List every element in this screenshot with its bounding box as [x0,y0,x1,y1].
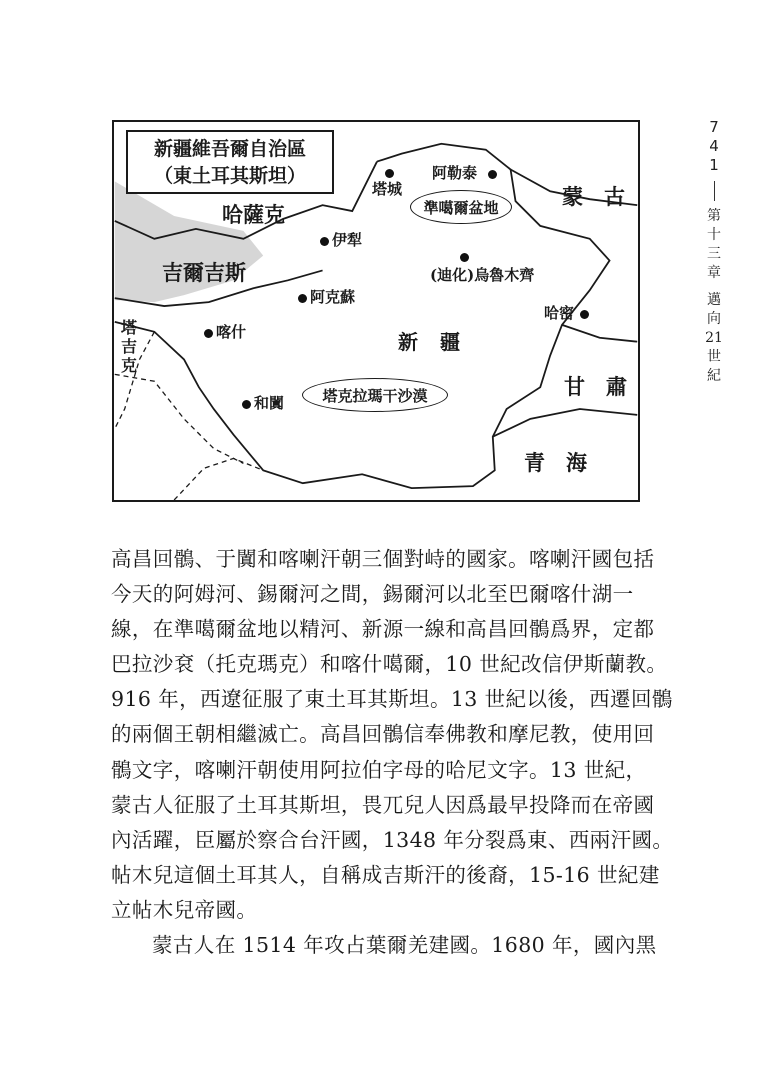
paragraph-2 [111,928,659,963]
chapter-char: 章 [707,265,721,281]
city-dot-tacheng [385,169,394,178]
dashed-border-2 [174,458,263,500]
map-title-line1: 新疆維吾爾自治區 [153,138,306,160]
page-digit: 1 [709,156,719,174]
city-dot-urumqi [460,253,469,262]
paragraph-1 [111,542,674,928]
dashed-border-1 [115,374,244,463]
oval-junggar: 準噶爾盆地 [410,190,512,224]
text-line: 蒙古人征服了土耳其斯坦，畏兀兒人因爲最早投降而在帝國 [111,792,655,817]
city-dot-yili [320,237,329,246]
xinjiang-border [115,144,610,488]
label-hotan: 和闐 [254,394,285,412]
chapter-label [699,207,729,283]
chapter-title-char: 21 [705,330,723,346]
text-line: 帖木兒這個土耳其人，自稱成吉斯汗的後裔，15-16 世紀建 [111,862,660,887]
label-kazakh: 哈薩克 [222,202,285,227]
chapter-title-char: 紀 [707,368,721,384]
map-title-line2: （東土耳其斯坦） [153,165,306,187]
qinghai-border [493,409,637,437]
text-line: 蒙古人在 1514 年攻占葉爾羌建國。1680 年，國內黑 [152,933,657,958]
label-gansu: 甘 肅 [564,374,627,399]
city-dot-hami [580,310,589,319]
label-kyrgyz: 吉爾吉斯 [162,260,246,285]
label-aksu: 阿克蘇 [310,288,356,306]
chapter-title-char: 向 [707,311,721,327]
text-line: 今天的阿姆河、錫爾河之間，錫爾河以北至巴爾喀什湖一 [111,582,634,607]
label-kashgar: 喀什 [216,323,247,341]
city-dot-altay [488,170,497,179]
text-line: 巴拉沙袞（托克瑪克）和喀什噶爾，10 世紀改信伊斯蘭教。 [111,652,668,677]
label-tajik-char: 塔 [120,318,137,337]
text-line: 線，在準噶爾盆地以精河、新源一線和高昌回鶻爲界，定都 [111,617,655,642]
label-urumqi: (迪化)烏魯木齊 [430,266,535,284]
header-divider [714,181,715,201]
label-mongolia: 蒙 古 [562,184,625,209]
map-title-box [126,130,334,194]
chapter-title [699,291,729,386]
text-line: 立帖木兒帝國。 [111,897,258,922]
text-line: 鶻文字，喀喇汗朝使用阿拉伯字母的哈尼文字。13 世紀， [111,757,647,782]
label-tacheng: 塔城 [372,180,403,198]
label-tajik-char: 吉 [120,337,137,356]
text-line: 內活躍，臣屬於察合台汗國，1348 年分裂爲東、西兩汗國。 [111,827,674,852]
page-digit: 4 [709,137,719,155]
chapter-title-char: 邁 [707,292,721,308]
text-line: 高昌回鶻、于闐和喀喇汗朝三個對峙的國家。喀喇汗國包括 [111,547,655,571]
label-yili: 伊犁 [332,231,363,249]
label-hami: 哈密 [544,304,575,322]
oval-taklamakan: 塔克拉瑪干沙漠 [302,378,448,412]
label-altay: 阿勒泰 [432,164,478,182]
body-text [111,542,674,963]
city-dot-hotan [242,400,251,409]
chapter-char: 三 [707,246,721,262]
label-tajik-char: 克 [120,356,137,375]
map-figure [112,120,640,502]
chapter-char: 十 [707,227,721,243]
label-qinghai: 青 海 [524,450,587,475]
text-line: 的兩個王朝相繼滅亡。高昌回鶻信奉佛教和摩尼教，使用回 [111,722,655,747]
page-number [699,118,729,175]
label-tajik [120,318,138,375]
text-line: 916 年，西遼征服了東土耳其斯坦。13 世紀以後，西遷回鶻 [111,687,673,712]
chapter-char: 第 [707,208,721,224]
city-dot-aksu [298,294,307,303]
chapter-title-char: 世 [707,349,721,365]
page-digit: 7 [709,118,719,136]
gansu-border [562,325,637,342]
city-dot-kashgar [204,329,213,338]
label-xinjiang: 新疆 [398,330,482,354]
running-header [699,118,729,386]
